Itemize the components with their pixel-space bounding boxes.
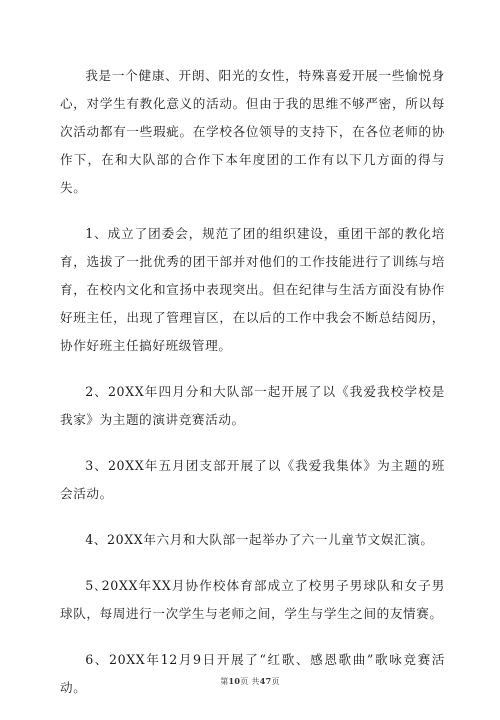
document-body xyxy=(60,62,445,720)
paragraph-item-1: 1、成立了团委会，规范了团的组织建设，重团干部的教化培育，选拔了一批优秀的团干部并对他们的工作技能进行了训练与培育，在校内文化和宣扬中表现突出。但在纪律与生活方面没有协作好班主任，出现了管理盲区，在以后的工作中我会不断总结阅历，协作好班主任搞好班级管理。 xyxy=(60,226,445,353)
page-middle: 页 共 xyxy=(240,677,260,686)
paragraph-item-4: 4、20XX年六月和大队部一起举办了六一儿童节文娱汇演。 xyxy=(85,532,434,547)
total-page-number: 47 xyxy=(259,676,272,686)
paragraph-item-5: 5､20XX年XX月协作校体育部成立了校男子男球队和女子男球队，每周进行一次学生与老师之间，学生与学生之间的友情赛。 xyxy=(60,578,445,621)
page-number-footer xyxy=(0,676,500,687)
page-suffix: 页 xyxy=(271,677,280,686)
paragraph-item-3: 3、20XX年五月团支部开展了以《我爱我集体》为主题的班会活动。 xyxy=(60,458,445,501)
page-prefix: 第 xyxy=(220,677,229,686)
paragraph-item-2: 2、20XX年四月分和大队部一起开展了以《我爱我校学校是我家》为主题的演讲竞赛活动。 xyxy=(60,384,445,427)
paragraph-intro: 我是一个健康、开朗、阳光的女性，特殊喜爱开展一些愉悦身心，对学生有教化意义的活动。但由于我的思维不够严密，所以每次活动都有一些瑕疵。在学校各位领导的支持下，在各位老师的协作下，在和大队部的合作下本年度团的工作有以下几方面的得与失。 xyxy=(60,68,445,195)
paragraph-item-6: 6、20XX年12月9日开展了“红歌、感恩歌曲”歌咏竞赛活动。 xyxy=(60,652,445,695)
current-page-number: 10 xyxy=(228,676,241,686)
